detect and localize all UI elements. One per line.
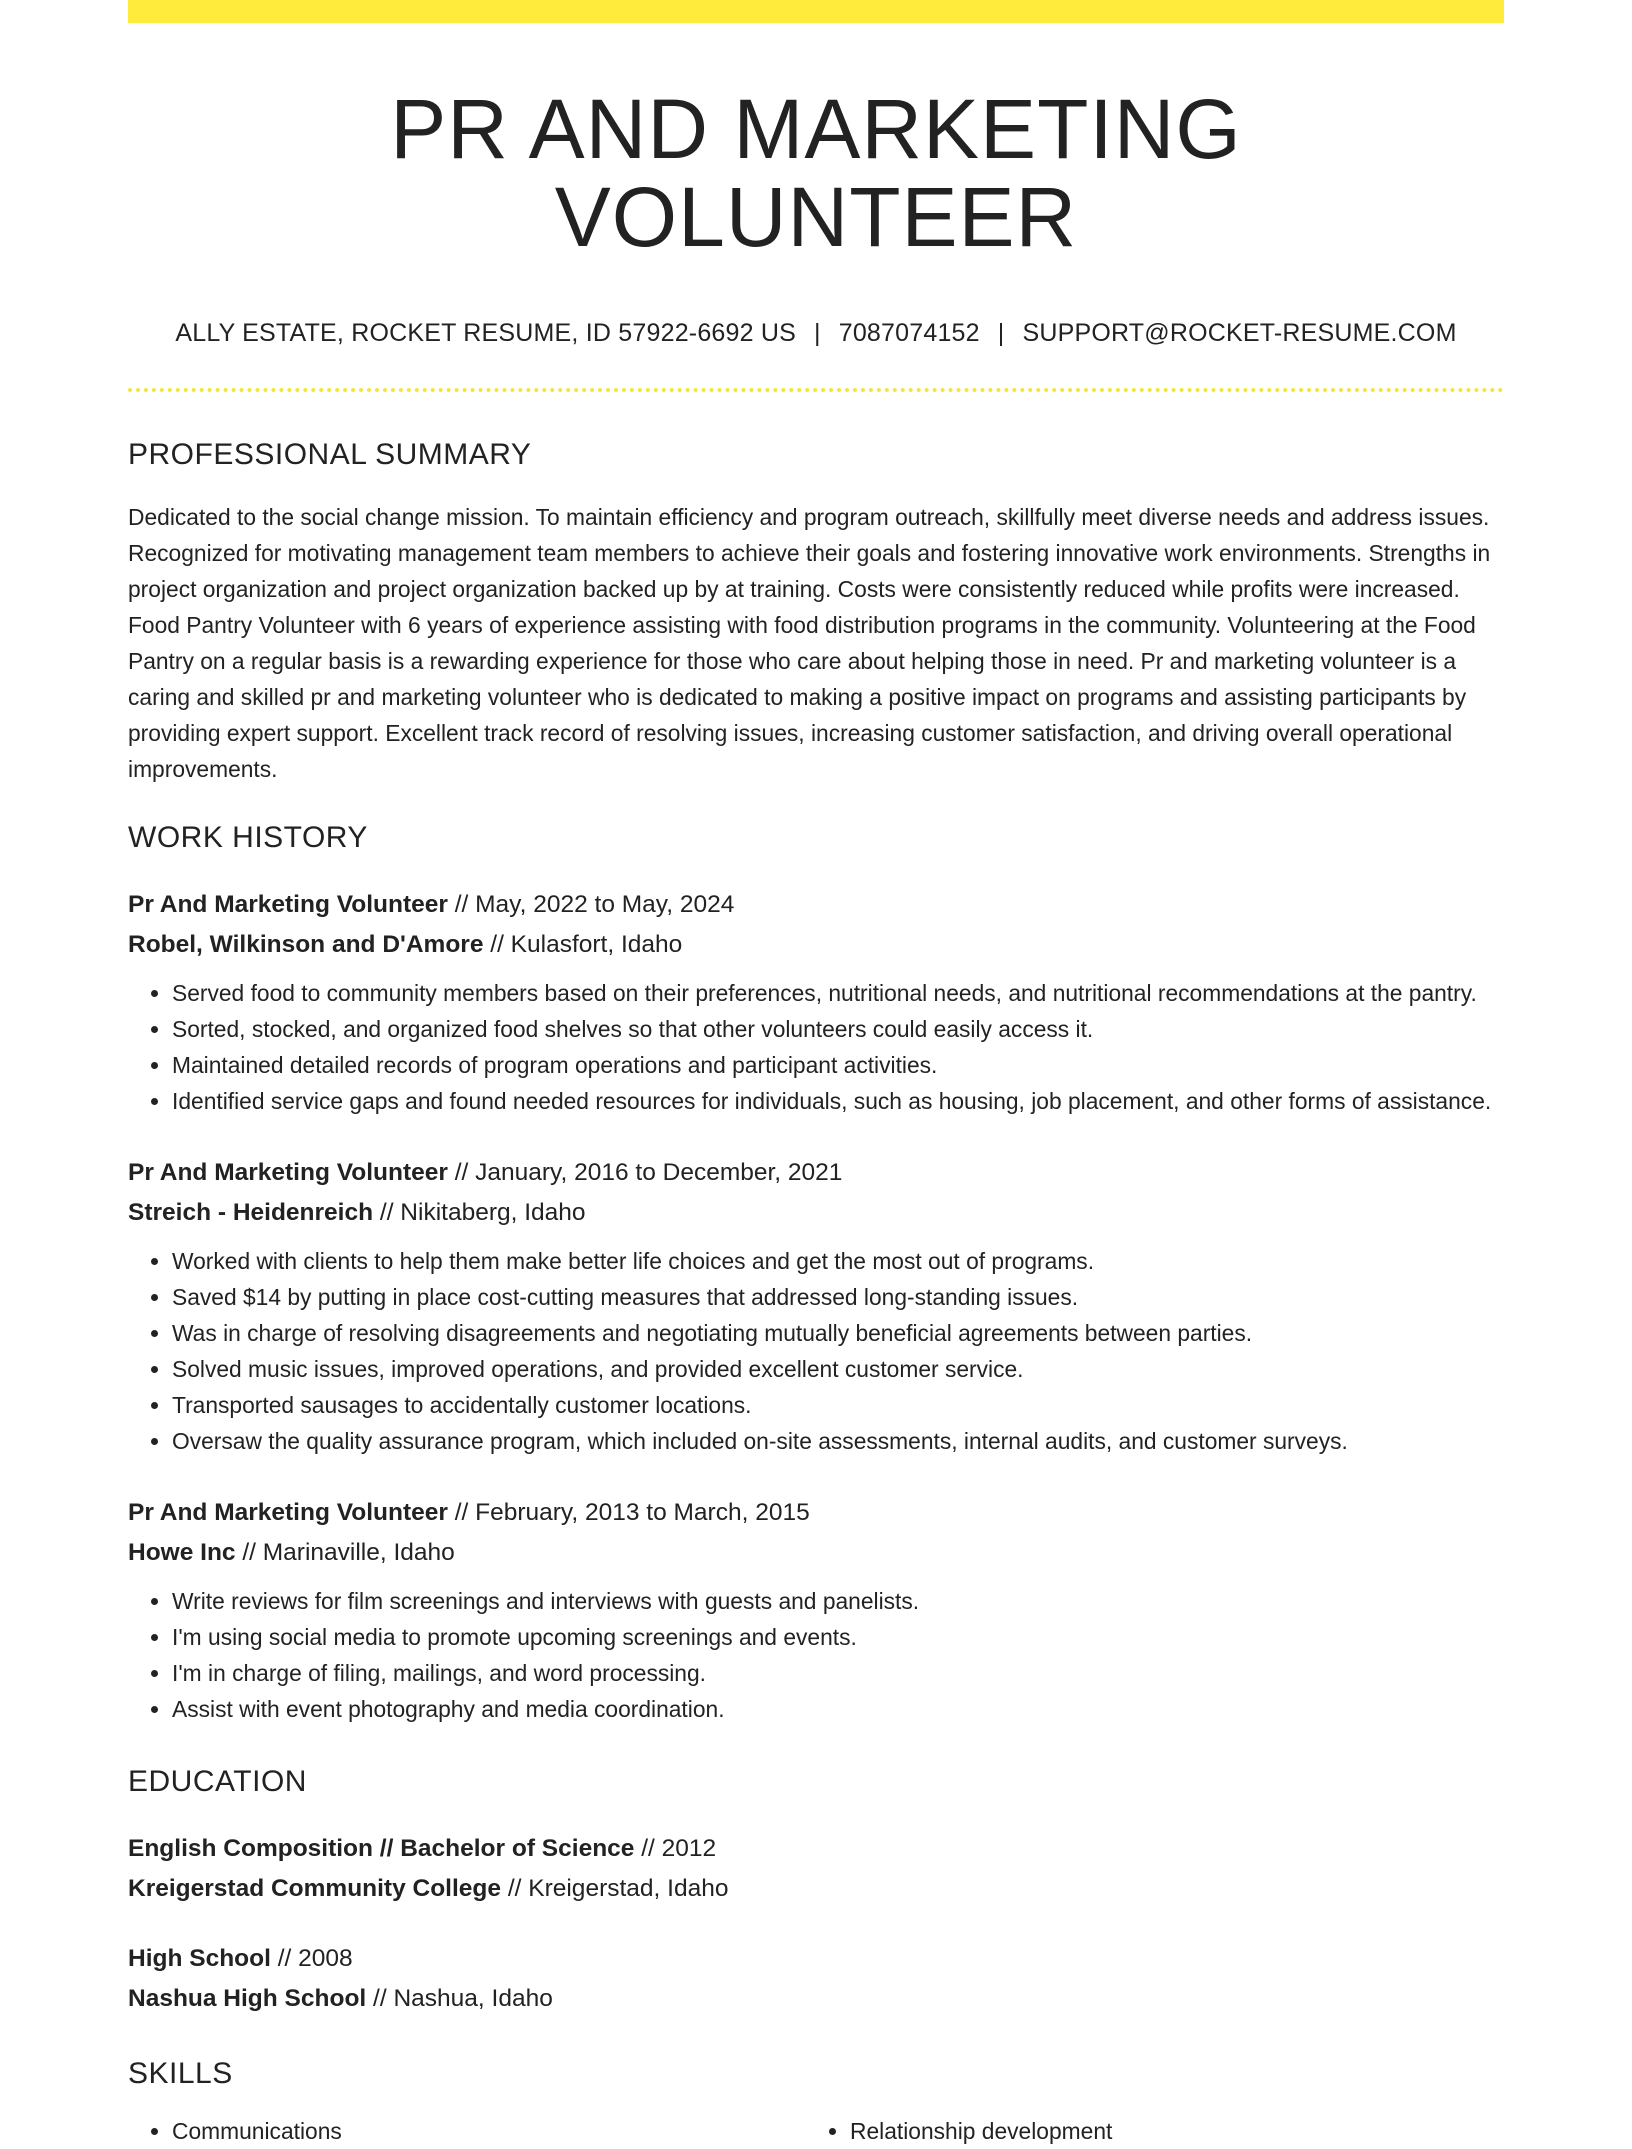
job-location: // Nikitaberg, Idaho — [373, 1199, 586, 1227]
job-role-line — [128, 1493, 1504, 1533]
job-entry — [128, 1493, 1504, 1727]
education-location: // Kreigerstad, Idaho — [501, 1875, 729, 1903]
accent-top-bar — [128, 0, 1504, 23]
education-school: Nashua High School — [128, 1985, 367, 2013]
job-bullets — [128, 1583, 1504, 1727]
dotted-divider — [128, 388, 1504, 392]
job-role-line — [128, 885, 1504, 925]
education-entry — [128, 1939, 1504, 2019]
job-location: // Kulasfort, Idaho — [483, 931, 683, 959]
job-bullet: • Was in charge of resolving disagreements and negotiating mutually beneficial agreements between parties. — [172, 1315, 1504, 1351]
work-history-list — [128, 885, 1504, 1727]
job-role: Pr And Marketing Volunteer — [128, 891, 448, 919]
skill-item: • Communications — [172, 2113, 806, 2149]
job-bullet: • Oversaw the quality assurance program, which included on-site assessments, internal audits, and customer surveys. — [172, 1423, 1504, 1459]
education-degree: High School — [128, 1945, 271, 1973]
contact-line — [128, 319, 1504, 348]
job-company-line — [128, 1533, 1504, 1573]
job-bullet: • Solved music issues, improved operations, and provided excellent customer service. — [172, 1351, 1504, 1387]
job-bullets — [128, 975, 1504, 1119]
job-dates: // February, 2013 to March, 2015 — [447, 1499, 810, 1527]
education-heading: EDUCATION — [128, 1765, 307, 1799]
job-bullet: • Write reviews for film screenings and interviews with guests and panelists. — [172, 1583, 1504, 1619]
job-bullet: • Transported sausages to accidentally customer locations. — [172, 1387, 1504, 1423]
education-school-line — [128, 1869, 1504, 1909]
education-year: // 2008 — [270, 1945, 353, 1973]
job-entry — [128, 1153, 1504, 1459]
job-bullet: • Worked with clients to help them make better life choices and get the most out of programs. — [172, 1243, 1504, 1279]
work-history-heading: WORK HISTORY — [128, 821, 368, 855]
contact-separator: | — [814, 319, 821, 348]
skills-column-right — [806, 2113, 1484, 2149]
skills-grid — [128, 2113, 1504, 2149]
skills-column-left — [128, 2113, 806, 2149]
job-role-line — [128, 1153, 1504, 1193]
job-bullet: • Maintained detailed records of program operations and participant activities. — [172, 1047, 1504, 1083]
job-company: Robel, Wilkinson and D'Amore — [128, 931, 484, 959]
job-company: Streich - Heidenreich — [128, 1199, 374, 1227]
job-role: Pr And Marketing Volunteer — [128, 1159, 448, 1187]
job-entry — [128, 885, 1504, 1119]
job-bullet: • Identified service gaps and found needed resources for individuals, such as housing, job placement, and other forms of assistance. — [172, 1083, 1504, 1119]
summary-text: Dedicated to the social change mission. To maintain efficiency and program outreach, skillfully meet diverse needs and address issues. Recognized for motivating management team members to achieve their goals and fostering innovative work environments. Strengths in project organization and project organization backed up by at training. Costs were consistently reduced while profits were increased. Food Pantry Volunteer with 6 years of experience assisting with food distribution programs in the community. Volunteering at the Food Pantry on a regular basis is a rewarding experience for those who care about helping those in need. Pr and marketing volunteer is a caring and skilled pr and marketing volunteer who is dedicated to making a positive impact on programs and assisting participants by providing expert support. Excellent track record of resolving issues, increasing customer satisfaction, and driving overall operational improvements. — [128, 504, 1491, 783]
skill-item: • Relationship development — [850, 2113, 1484, 2149]
job-dates: // May, 2022 to May, 2024 — [447, 891, 735, 919]
job-company-line — [128, 1193, 1504, 1233]
education-degree-line — [128, 1939, 1504, 1979]
contact-separator: | — [997, 319, 1005, 348]
education-entry — [128, 1829, 1504, 1909]
contact-address: ALLY ESTATE, ROCKET RESUME, ID 57922-6692 US — [175, 319, 797, 348]
education-degree: English Composition // Bachelor of Science — [128, 1835, 635, 1863]
contact-phone: 7087074152 — [838, 319, 980, 348]
job-company-line — [128, 925, 1504, 965]
job-dates: // January, 2016 to December, 2021 — [447, 1159, 843, 1187]
job-location: // Marinaville, Idaho — [235, 1539, 455, 1567]
job-bullet: • Assist with event photography and media coordination. — [172, 1691, 1504, 1727]
contact-email: SUPPORT@ROCKET-RESUME.COM — [1022, 319, 1457, 348]
summary-heading: PROFESSIONAL SUMMARY — [128, 438, 532, 472]
job-bullet: • Saved $14 by putting in place cost-cutting measures that addressed long-standing issues. — [172, 1279, 1504, 1315]
job-bullet: • Sorted, stocked, and organized food shelves so that other volunteers could easily access it. — [172, 1011, 1504, 1047]
education-list — [128, 1829, 1504, 2019]
job-bullet: • Served food to community members based on their preferences, nutritional needs, and nutritional recommendations at the pantry. — [172, 975, 1504, 1011]
job-company: Howe Inc — [128, 1539, 236, 1567]
education-degree-line — [128, 1829, 1504, 1869]
job-role: Pr And Marketing Volunteer — [128, 1499, 448, 1527]
education-year: // 2012 — [634, 1835, 717, 1863]
job-bullet: • I'm in charge of filing, mailings, and word processing. — [172, 1655, 1504, 1691]
resume-title: PR AND MARKETING VOLUNTEER — [390, 82, 1242, 265]
education-school: Kreigerstad Community College — [128, 1875, 502, 1903]
education-school-line — [128, 1979, 1504, 2019]
education-location: // Nashua, Idaho — [366, 1985, 553, 2013]
job-bullets — [128, 1243, 1504, 1459]
skills-heading: SKILLS — [128, 2057, 233, 2091]
resume-page — [128, 0, 1504, 2149]
job-bullet: • I'm using social media to promote upcoming screenings and events. — [172, 1619, 1504, 1655]
